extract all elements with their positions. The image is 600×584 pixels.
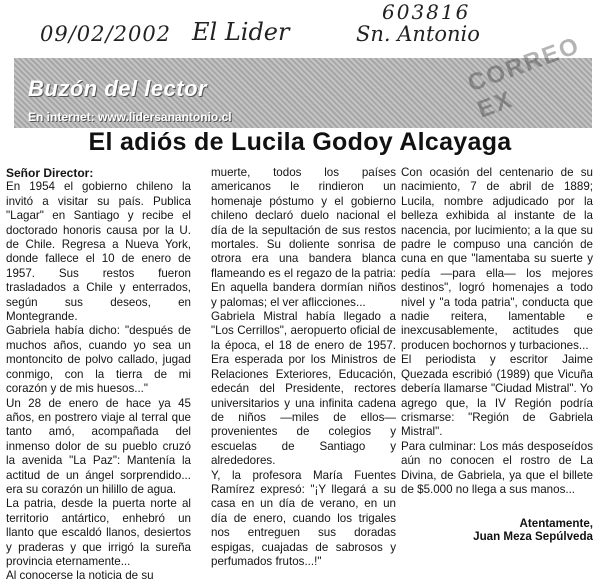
letter-closing: Atentamente,: [519, 517, 593, 530]
letter-salutation: Señor Director:: [6, 166, 94, 180]
handwritten-clipping-id: 603816: [382, 0, 471, 24]
article-headline: El adiós de Lucila Godoy Alcayaga: [88, 128, 512, 156]
signature-block: [401, 517, 593, 543]
letter-column-1: [6, 166, 191, 584]
paragraph: En 1954 el gobierno chileno la invitó a visitar su país. Publica "Lagar" en Santiago y recibe el doctorado honoris causa por la U. de Chile. Regresa a Nueva York, donde fallece el 10 de enero de 1957. Sus restos fueron trasladados a Chile y enterrados, según sus deseos, en Montegrande.: [6, 180, 191, 324]
handwritten-date: 09/02/2002: [40, 22, 172, 46]
paragraph: muerte, todos los países americanos le rindieron un homenaje póstumo y el gobierno chileno declaró duelo nacional el día de la sepultación de sus restos mortales. Su doliente sonrisa de otrora era una bandera blanca flameando es el regazo de la patria: En aquella bandera dormían niños y palomas; el ver aflicciones...: [211, 166, 396, 309]
letter-column-3: [401, 166, 593, 497]
paragraph: Para culminar: Los más desposeídos aún no conocen el rostro de La Divina, de Gabriela, ya que el billete de $5.000 no llega a sus manos...: [401, 439, 593, 496]
section-title: Buzón del lector: [28, 76, 208, 101]
paragraph: Y, la profesora María Fuentes Ramírez expresó: "¡Y llegará a su casa en un día de verano, en un día de enero, cuando los trigales nos entreguen sus doradas espigas, cuajadas de sabrosos y perfumados frutos...!": [211, 468, 396, 568]
letter-author: Juan Meza Sepúlveda: [473, 530, 593, 543]
paragraph: Un 28 de enero de hace ya 45 años, en postrero viaje al terral que tanto amó, acompañada del inmenso dolor de su pueblo cruzó la avenida "La Paz": Mantenía la actitud de un ángel sorprendido... era su corazón un hilillo de agua.: [6, 396, 191, 496]
paragraph: Con ocasión del centenario de su nacimiento, 7 de abril de 1889; Lucila, nombre adjudicado por la belleza exhibida al instante de la nacencia, por lucimiento; a la que su padre le compuso una canción de cuna en que "lamentaba su suerte y pedía —para ella— los mejores destinos", logró homenajes a todo nivel y "a toda patria", conducta que nadie reitera, lamentable e inexcusablemente, actitudes que producen bochornos y turbaciones...: [401, 166, 593, 352]
paragraph: La patria, desde la puerta norte al territorio antártico, enhebró un llanto que escaldó llanos, desiertos y praderas y que irrigó la sureña provincia eternamente...: [6, 497, 191, 568]
paragraph: Gabriela Mistral había llegado a "Los Cerrillos", aeropuerto oficial de la época, el 18 de enero de 1957. Era esperada por los Ministros de Relaciones Exteriores, Educación, edecán del Presidente, rectores universitarios y una infinita cadena de niños —miles de ellos— provenientes de colegios y escuelas de Santiago y alrededores.: [211, 310, 396, 468]
handwritten-city: Sn. Antonio: [356, 22, 480, 46]
handwritten-newspaper: El Lider: [192, 18, 290, 46]
paragraph: Al conocerse la noticia de su: [6, 569, 154, 583]
section-website: En internet: www.lidersanantonio.cl: [28, 110, 232, 124]
received-stamp: CORREO EX: [464, 31, 584, 124]
letter-column-2: [211, 166, 396, 569]
paragraph: Gabriela había dicho: "después de muchos años, cuando yo sea un montoncito de polvo callado, jugad conmigo, con la tierra de mi corazón y de mis huesos...": [6, 324, 191, 396]
paragraph: El periodista y escritor Jaime Quezada escribió (1989) que Vicuña debería llamarse "Ciudad Mistral". Yo agrego que, la IV Región podría crismarse: "Región de Gabriela Mistral".: [401, 353, 593, 439]
